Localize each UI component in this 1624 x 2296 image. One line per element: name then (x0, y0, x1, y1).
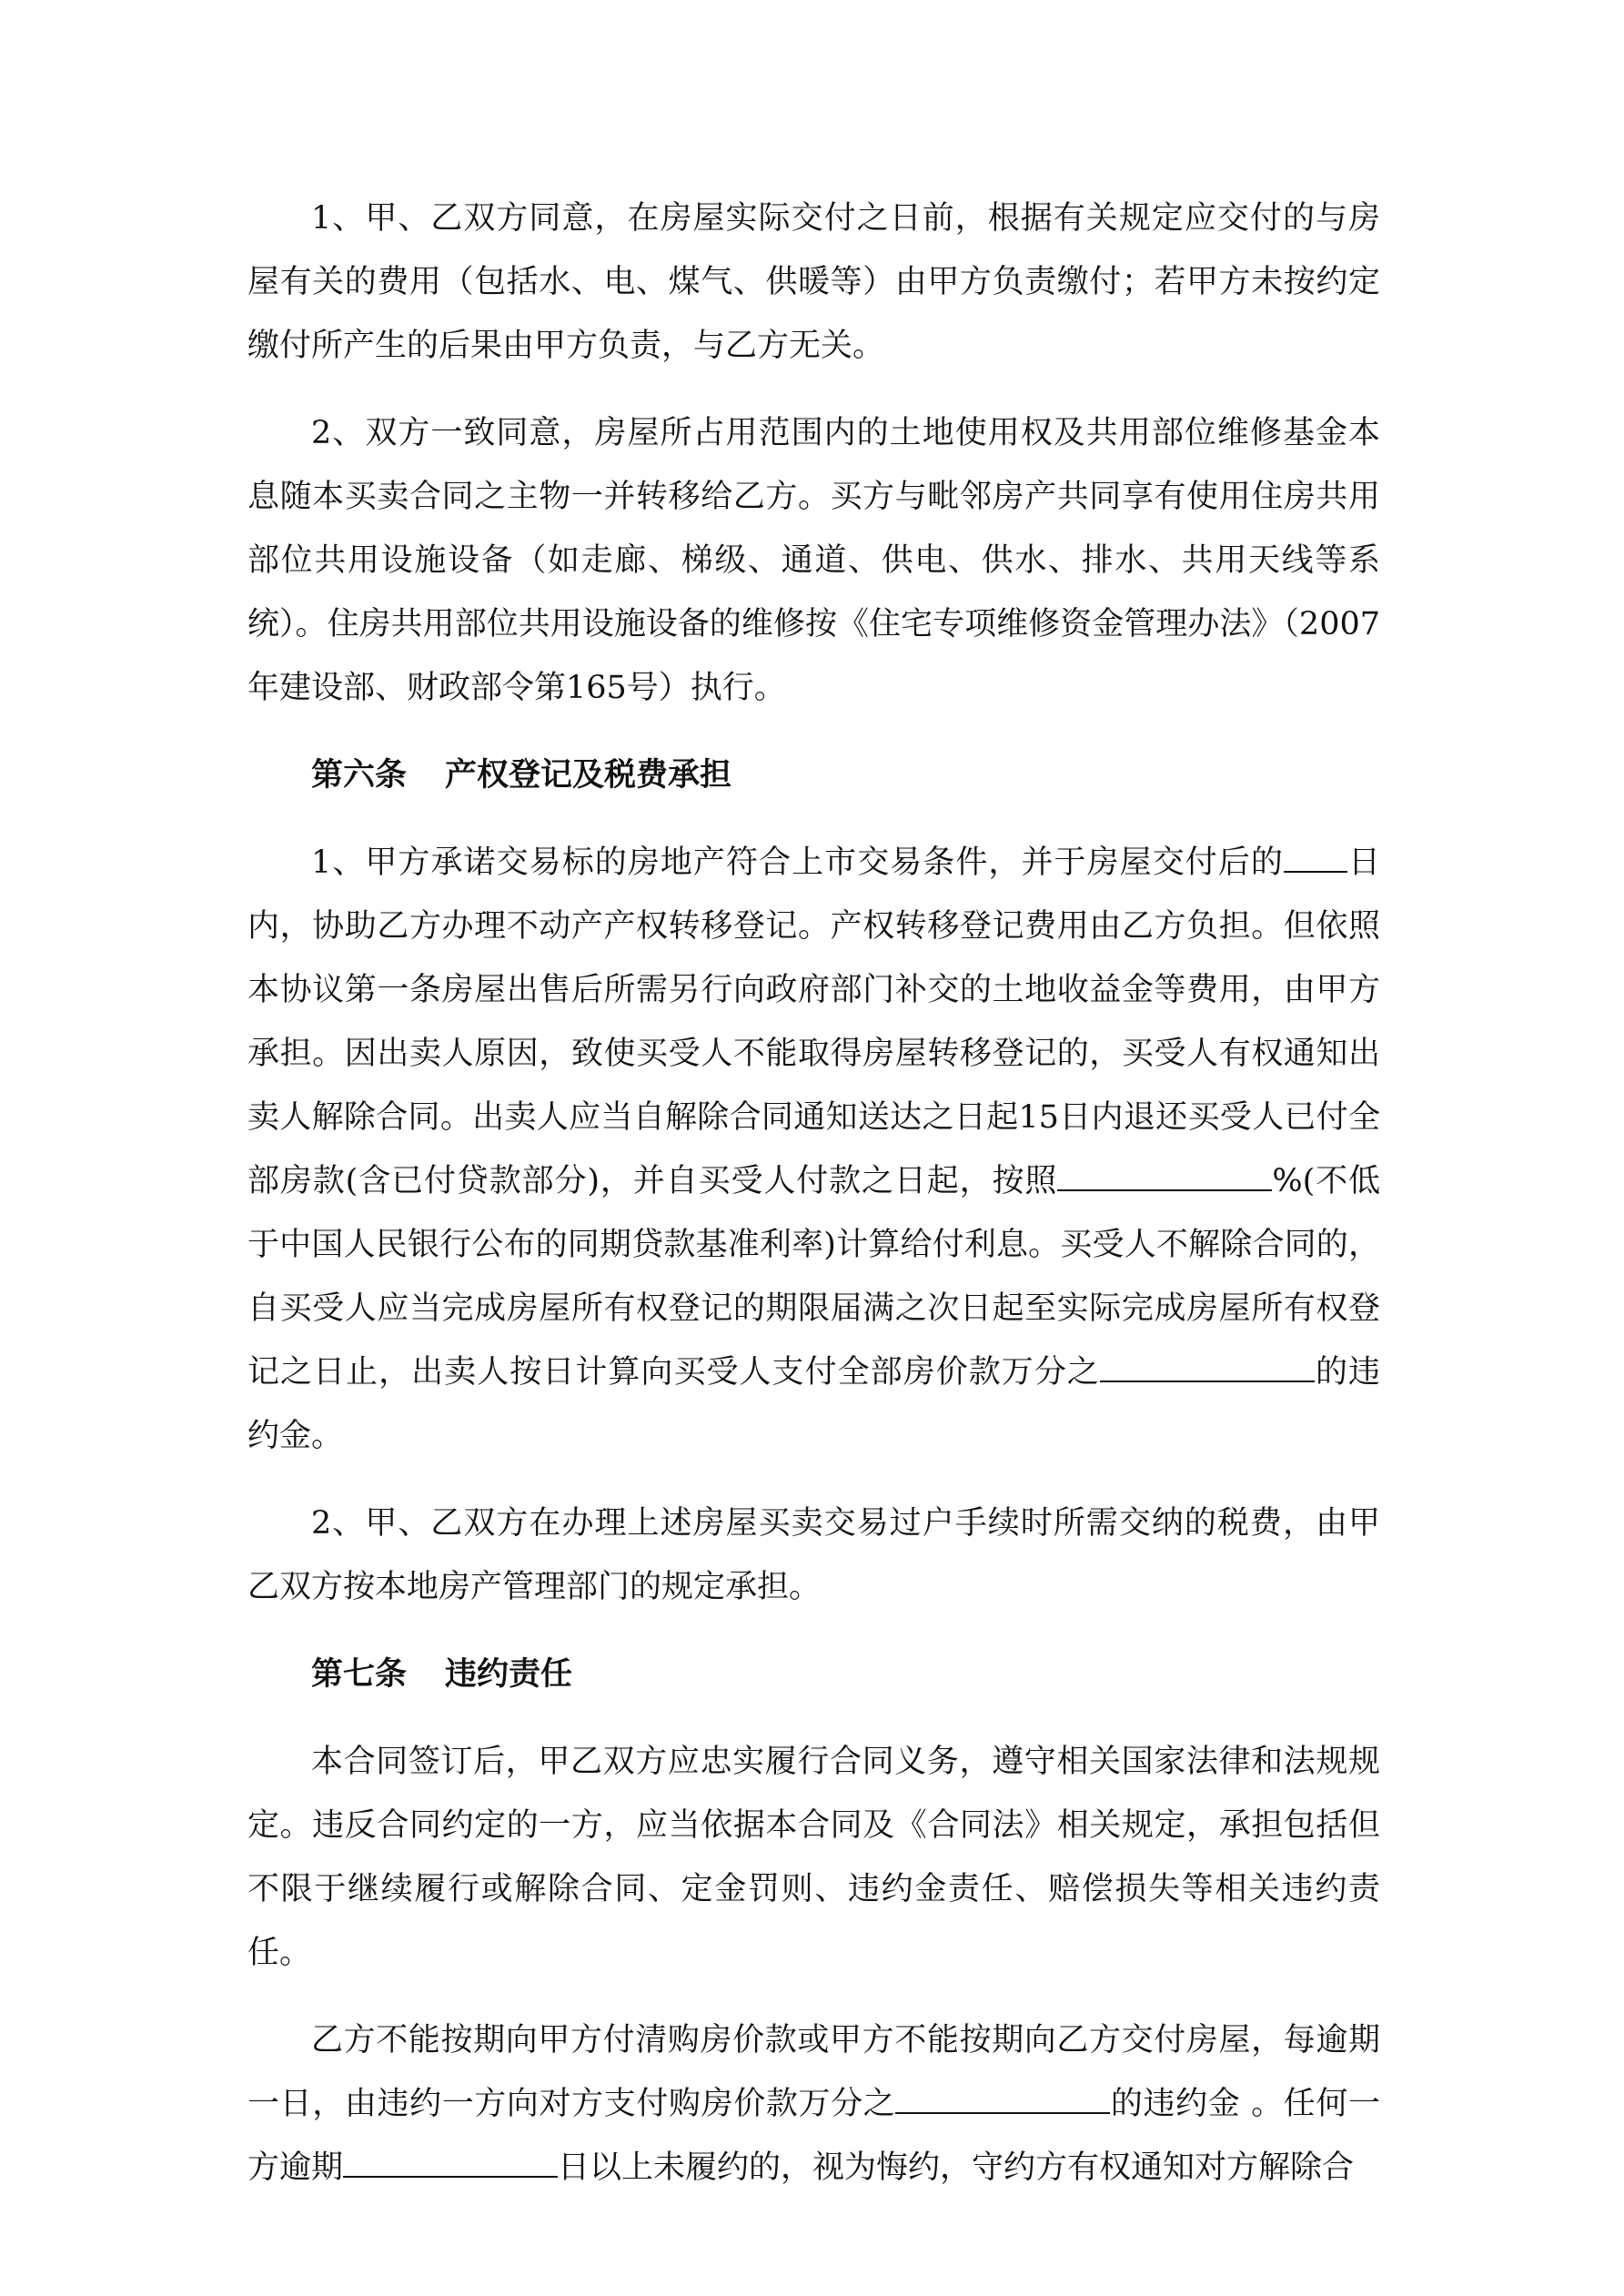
article-7-number: 第七条 (311, 1656, 408, 1693)
clause-6-item-1 (247, 831, 1380, 1468)
article-6-number: 第六条 (311, 757, 408, 794)
interest-rate-blank[interactable] (1057, 1158, 1272, 1191)
clause-6-item-1-part-b: 日内，协助乙方办理不动产产权转移登记。产权转移登记费用由乙方负担。但依照本协议第一条房屋出售后所需另行向政府部门补交的土地收益金等费用，由甲方承担。因出卖人原因，致使买受人不能取得房屋转移登记的，买受人有权通知出卖人解除合同。出卖人应当自解除合同通知送达之日起15日内退还买受人已付全部房款(含已付贷款部分)，并自买受人付款之日起，按照 (247, 845, 1380, 1199)
article-6-heading (247, 743, 1380, 807)
article-6-title: 产权登记及税费承担 (445, 757, 732, 794)
clause-6-item-1-part-a: 1、甲方承诺交易标的房地产符合上市交易条件，并于房屋交付后的 (311, 845, 1284, 881)
clause-7-paragraph-2-part-c: 日以上未履约的，视为悔约，守约方有权通知对方解除合 (558, 2149, 1355, 2186)
document-body (247, 187, 1380, 2223)
daily-penalty-blank[interactable] (895, 2080, 1110, 2114)
clause-6-item-1-part-d: 的违约金。 (247, 1354, 1380, 1454)
article-7-title: 违约责任 (445, 1656, 573, 1693)
clause-7-paragraph-2-part-a: 乙方不能按期向甲方付清购房价款或甲方不能按期向乙方交付房屋，每逾期一日，由违约一方向对方支付购房价款万分之 (247, 2022, 1380, 2122)
clause-7-paragraph-2 (247, 2008, 1380, 2200)
clause-5-item-2: 2、双方一致同意，房屋所占用范围内的土地使用权及共用部位维修基金本息随本买卖合同之主物一并转移给乙方。买方与毗邻房产共同享有使用住房共用部位共用设施设备（如走廊、梯级、通道、供电、供水、排水、共用天线等系统）。住房共用部位共用设施设备的维修按《住宅专项维修资金管理办法》（2007年建设部、财政部令第165号）执行。 (247, 415, 1380, 706)
clause-5-item-1: 1、甲、乙双方同意，在房屋实际交付之日前，根据有关规定应交付的与房屋有关的费用（包括水、电、煤气、供暖等）由甲方负责缴付；若甲方未按约定缴付所产生的后果由甲方负责，与乙方无关。 (247, 200, 1380, 364)
clause-7-paragraph-1: 本合同签订后，甲乙双方应忠实履行合同义务，遵守相关国家法律和法规规定。违反合同约定的一方，应当依据本合同及《合同法》相关规定，承担包括但不限于继续履行或解除合同、定金罚则、违约金责任、赔偿损失等相关违约责任。 (247, 1744, 1380, 1971)
clause-6-item-2: 2、甲、乙双方在办理上述房屋买卖交易过户手续时所需交纳的税费，由甲乙双方按本地房产管理部门的规定承担。 (247, 1505, 1380, 1605)
days-blank[interactable] (1284, 839, 1347, 873)
clause-6-item-1-part-c: %(不低于中国人民银行公布的同期贷款基准利率)计算给付利息。买受人不解除合同的，自买受人应当完成房屋所有权登记的期限届满之次日起至实际完成房屋所有权登记之日止，出卖人按日计算向买受人支付全部房价款万分之 (247, 1163, 1380, 1391)
clause-7-paragraph-2-part-b: 的违约金 。任何一方逾期 (247, 2086, 1380, 2186)
overdue-days-blank[interactable] (343, 2144, 558, 2178)
article-7-heading (247, 1643, 1380, 1706)
penalty-rate-blank[interactable] (1100, 1349, 1315, 1382)
